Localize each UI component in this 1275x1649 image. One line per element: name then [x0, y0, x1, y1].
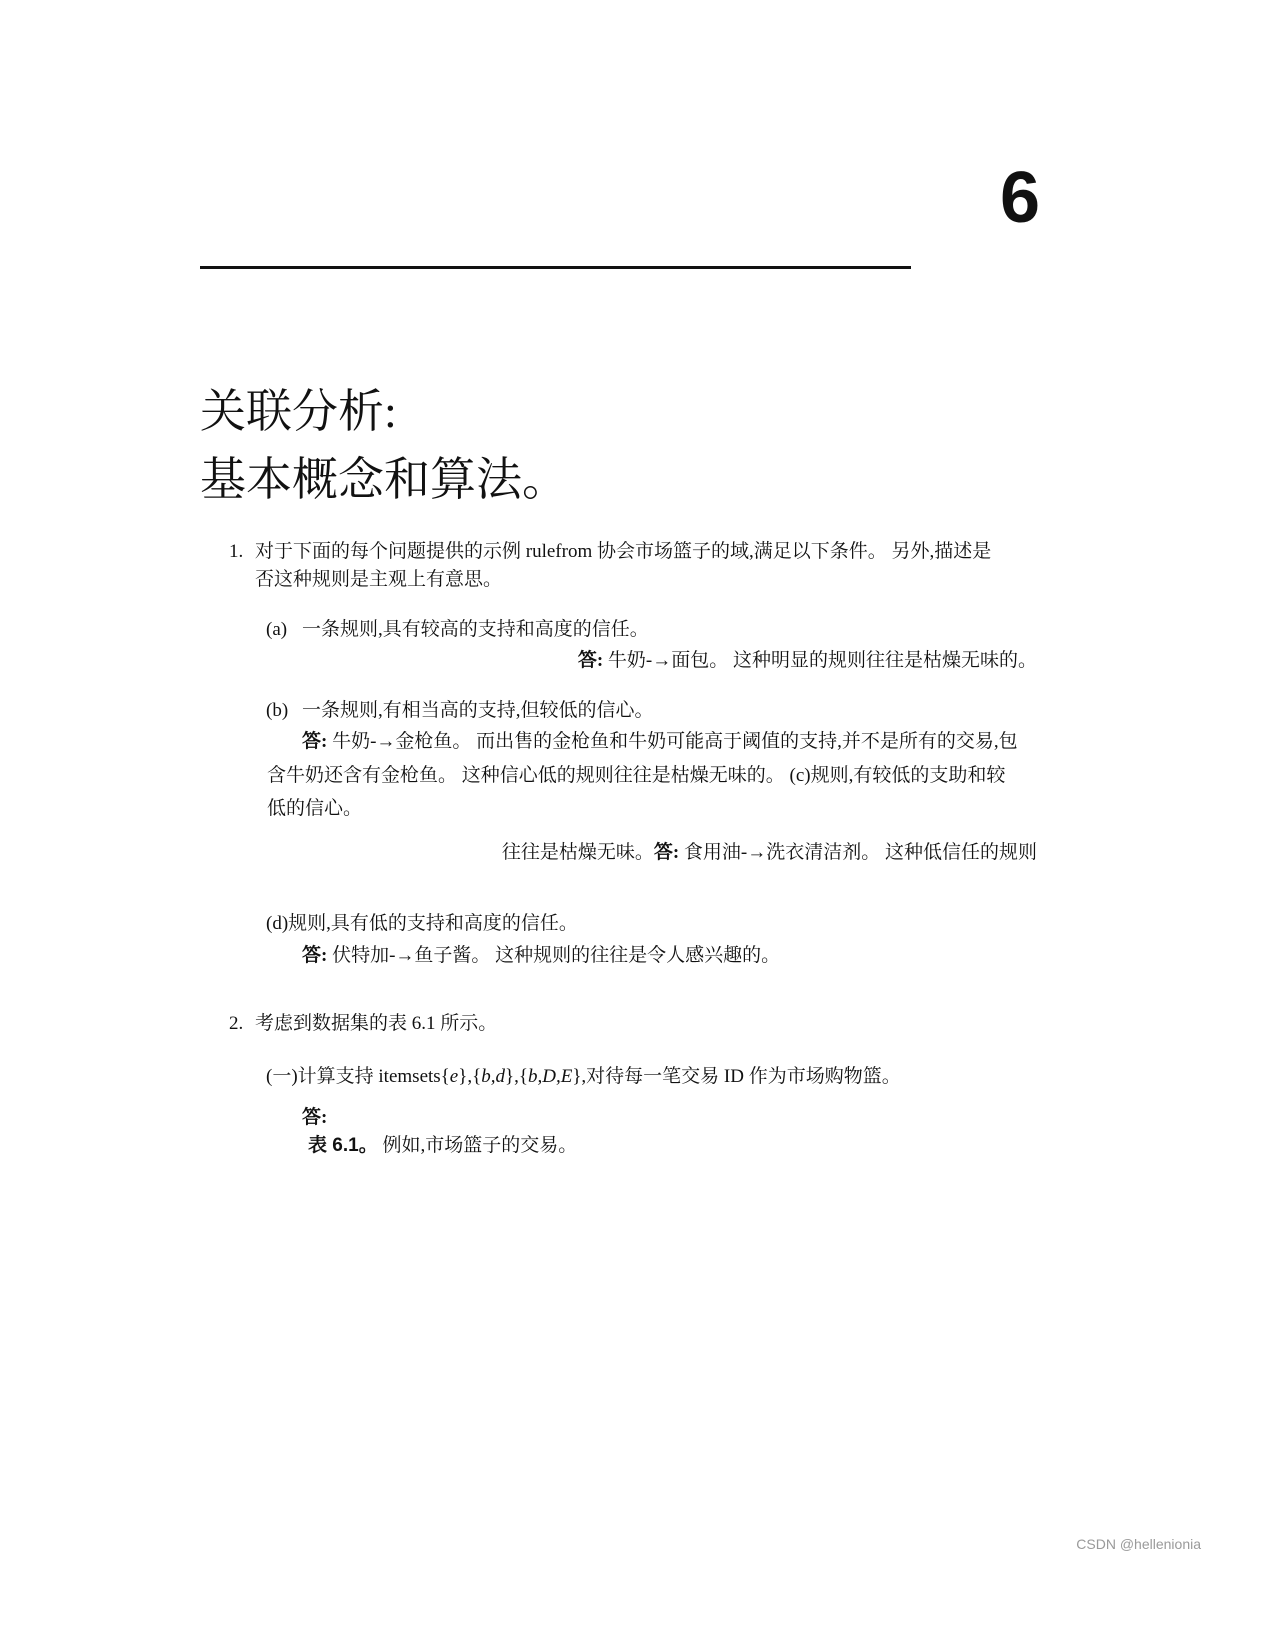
q1d-label: (d) [266, 913, 289, 934]
table-caption [308, 1134, 577, 1158]
chapter-title-line1: 关联分析: [200, 386, 397, 437]
q2-number: 2. [229, 1013, 244, 1034]
itemset-bd: b,d [481, 1066, 505, 1087]
answer-text: 伏特加-→鱼子酱。 这种规则的往往是令人感兴趣的。 [327, 945, 781, 966]
itemset-bde: b,D,E [527, 1066, 573, 1087]
q1b-label: (b) [266, 700, 289, 721]
q1b-answer-line3: 低的信心。 [267, 798, 363, 819]
q1a-text: 一条规则,具有较高的支持和高度的信任。 [302, 619, 649, 640]
answer-label: 答: [577, 650, 604, 671]
q2a [266, 1065, 901, 1089]
q1b-answer-line2: 含牛奶还含有金枪鱼。 这种信心低的规则往往是枯燥无味的。 (c)规则,有较低的支助和较 [267, 765, 1006, 786]
answer-label: 答: [302, 945, 328, 966]
chapter-title-line2: 基本概念和算法。 [200, 454, 568, 505]
q1b-text: 一条规则,有相当高的支持,但较低的信心。 [302, 700, 654, 721]
q1a-answer [578, 649, 1037, 673]
q1d-answer [302, 944, 780, 968]
q1-line2: 否这种规则是主观上有意思。 [255, 569, 503, 590]
table-caption-text: 例如,市场篮子的交易。 [377, 1135, 578, 1156]
chapter-divider [200, 266, 911, 269]
q1b-answer [302, 730, 1018, 754]
q1-number: 1. [229, 541, 244, 562]
chapter-number: 6 [1000, 158, 1041, 238]
q2-text: 考虑到数据集的表 6.1 所示。 [255, 1013, 498, 1034]
answer-label: 答: [653, 842, 680, 863]
sep: },{ [458, 1066, 482, 1087]
answer-text: 牛奶-→金枪鱼。 而出售的金枪鱼和牛奶可能高于阈值的支持,并不是所有的交易,包 [327, 731, 1018, 752]
q2-answer-label: 答: [302, 1107, 328, 1128]
q1a-label: (a) [266, 619, 288, 640]
table-caption-label: 表 6.1。 [308, 1135, 378, 1156]
q2a-post: },对待每一笔交易 ID 作为市场购物篮。 [572, 1066, 901, 1087]
itemset-e: e [449, 1066, 459, 1087]
q2a-label: (一) [266, 1066, 298, 1087]
q1-line1: 对于下面的每个问题提供的示例 rulefrom 协会市场篮子的域,满足以下条件。 另外,描述是 [255, 541, 992, 562]
q1d [266, 912, 578, 936]
q1c-answer [502, 841, 1037, 865]
sep: },{ [504, 1066, 528, 1087]
answer-text: 牛奶-→面包。 这种明显的规则往往是枯燥无味的。 [603, 650, 1037, 671]
answer-text: 食用油-→洗衣清洁剂。 这种低信任的规则 [679, 842, 1037, 863]
q1d-text: 规则,具有低的支持和高度的信任。 [288, 913, 578, 934]
answer-label: 答: [302, 731, 328, 752]
answer-pre: 往往是枯燥无味。 [501, 842, 654, 863]
watermark: CSDN @hellenionia [1076, 1536, 1201, 1552]
q2a-pre: 计算支持 itemsets{ [297, 1066, 450, 1087]
